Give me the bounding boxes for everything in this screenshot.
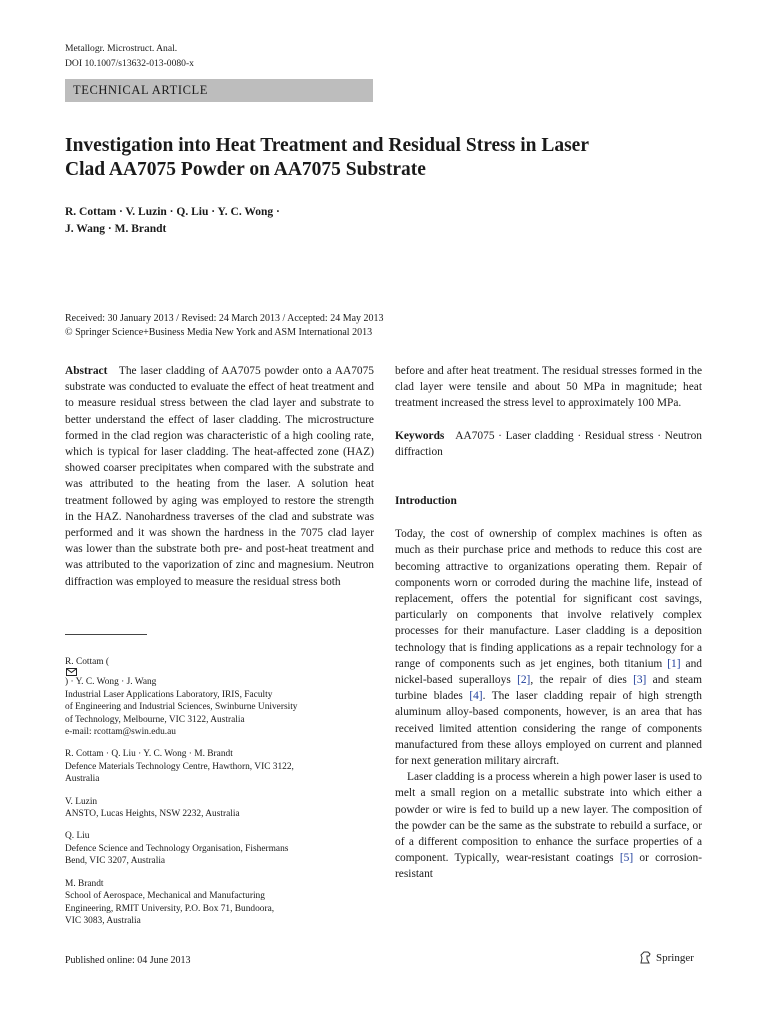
affiliation-3 [65, 796, 374, 821]
affiliation-line: School of Aerospace, Mechanical and Manufacturing [65, 891, 265, 902]
citation-link[interactable]: [1] [667, 657, 681, 670]
keywords-label: Keywords [395, 429, 445, 442]
abstract [65, 363, 374, 590]
introduction-heading: Introduction [395, 495, 457, 508]
intro-paragraph-2: Laser cladding is a process wherein a high power laser is used to melt a small region on a metallic substrate into which either a powder or wire is fed to build up a new layer. The composition of the powder can be the same as the substrate to rebuild a surface, or of a different composition to enhance the surface properties of a component. Typically, wear-resistant coatings [5] or corrosion-resistant [395, 771, 702, 881]
affiliation-names: R. Cottam ( ) · Y. C. Wong · J. Wang [65, 657, 157, 688]
published-online: Published online: 04 June 2013 [65, 955, 191, 966]
citation-link[interactable]: [4] [469, 690, 483, 703]
affiliation-names: R. Cottam · Q. Liu · Y. C. Wong · M. Brandt [65, 749, 233, 760]
affiliation-line: Bend, VIC 3207, Australia [65, 856, 166, 867]
affiliations [65, 656, 374, 937]
copyright: © Springer Science+Business Media New York and ASM International 2013 [65, 327, 373, 338]
springer-horse-icon [639, 951, 652, 964]
journal-header [65, 41, 194, 71]
affiliation-line: Defence Science and Technology Organisation, Fishermans [65, 843, 289, 854]
affiliation-line: VIC 3083, Australia [65, 915, 141, 926]
publisher-name: Springer [656, 951, 694, 964]
abstract-column [65, 363, 374, 590]
journal-name: Metallogr. Microstruct. Anal. [65, 43, 178, 54]
article-type-banner: TECHNICAL ARTICLE [65, 79, 373, 102]
author-email[interactable]: e-mail: rcottam@swin.edu.au [65, 727, 176, 738]
affiliation-line: Defence Materials Technology Centre, Hawthorn, VIC 3122, [65, 761, 294, 772]
received-dates: Received: 30 January 2013 / Revised: 24 March 2013 / Accepted: 24 May 2013 [65, 313, 384, 324]
right-column [395, 363, 702, 883]
affiliation-line: of Technology, Melbourne, VIC 3122, Australia [65, 714, 245, 725]
affiliation-2 [65, 748, 374, 785]
affiliation-names: V. Luzin [65, 796, 98, 807]
title-line-2: Clad AA7075 Powder on AA7075 Substrate [65, 159, 426, 180]
authors-line-1: R. Cottam · V. Luzin · Q. Liu · Y. C. Wong · [65, 206, 280, 218]
affiliation-line: of Engineering and Industrial Sciences, Swinburne University [65, 702, 298, 713]
citation-link[interactable]: [3] [633, 674, 647, 687]
keywords [395, 428, 702, 460]
citation-link[interactable]: [5] [619, 852, 634, 865]
title-line-1: Investigation into Heat Treatment and Residual Stress in Laser [65, 135, 589, 156]
abstract-text: The laser cladding of AA7075 powder onto a AA7075 substrate was conducted to evaluate the effect of heat treatment and to measure residual stress between the clad layer and substrate to better understand the effect of laser cladding. The microstructure formed in the clad region was characteristic of a high cooling rate, which is typical for laser cladding. The heat-affected zone (HAZ) showed coarser precipitates when compared with the substrate and was attributed to the heating from the laser. A solution heat treatment followed by aging was employed to restore the strength in the HAZ. Nanohardness traverses of the clad and substrate was performed and it was shown the hardness in the 7075 clad layer was lower than the substrate both pre- and post-heat treatment and was attributed to the vaporization of zinc and magnesium. Neutron diffraction was employed to measure the residual stress both [65, 365, 374, 588]
doi[interactable]: DOI 10.1007/s13632-013-0080-x [65, 58, 194, 69]
affiliation-names: M. Brandt [65, 878, 104, 889]
intro-paragraph-1: Today, the cost of ownership of complex machines is often as much as their purchase price and methods to reduce this cost are becoming attractive to organizations operating them. Repair of components worn or corroded during the machine life, instead of replacement, offers the potential for significant cost savings, particularly on components that involve relatively complex processes for their manufacture. Laser cladding is a deposition technology that is finding applications as a repair technology for a range of components such as jet engines, both titanium [1] and nickel-based superalloys [2], the repair of dies [3] and steam turbine blades [4]. The laser cladding repair of high strength aluminum alloy-based components, however, is an area that has received limited attention considering the range of components manufactured from these alloys employed on current and planned for next generation military aircraft. [395, 528, 702, 768]
author-list [65, 204, 465, 238]
envelope-icon[interactable] [66, 668, 77, 676]
abstract-label: Abstract [65, 365, 108, 377]
affiliation-line: ANSTO, Lucas Heights, NSW 2232, Australia [65, 809, 240, 820]
article-dates [65, 312, 384, 340]
citation-link[interactable]: [2] [517, 674, 531, 687]
publisher-logo [639, 951, 694, 964]
affiliation-line: Engineering, RMIT University, P.O. Box 71, Bundoora, [65, 903, 275, 914]
affiliation-4 [65, 830, 374, 867]
keywords-text: AA7075 · Laser cladding · Residual stress · Neutron diffraction [395, 429, 702, 458]
affiliation-1 [65, 656, 374, 738]
article-title [65, 134, 705, 182]
footnote-divider [65, 634, 147, 635]
affiliation-line: Australia [65, 774, 100, 785]
affiliation-5 [65, 878, 374, 928]
authors-line-2: J. Wang · M. Brandt [65, 223, 167, 235]
affiliation-names: Q. Liu [65, 831, 90, 842]
abstract-continued: before and after heat treatment. The residual stresses formed in the clad layer were tensile and about 50 MPa in magnitude; heat treatment increased the stress level to approximately 100 MPa. [395, 365, 702, 410]
affiliation-line: Industrial Laser Applications Laboratory, IRIS, Faculty [65, 689, 273, 700]
